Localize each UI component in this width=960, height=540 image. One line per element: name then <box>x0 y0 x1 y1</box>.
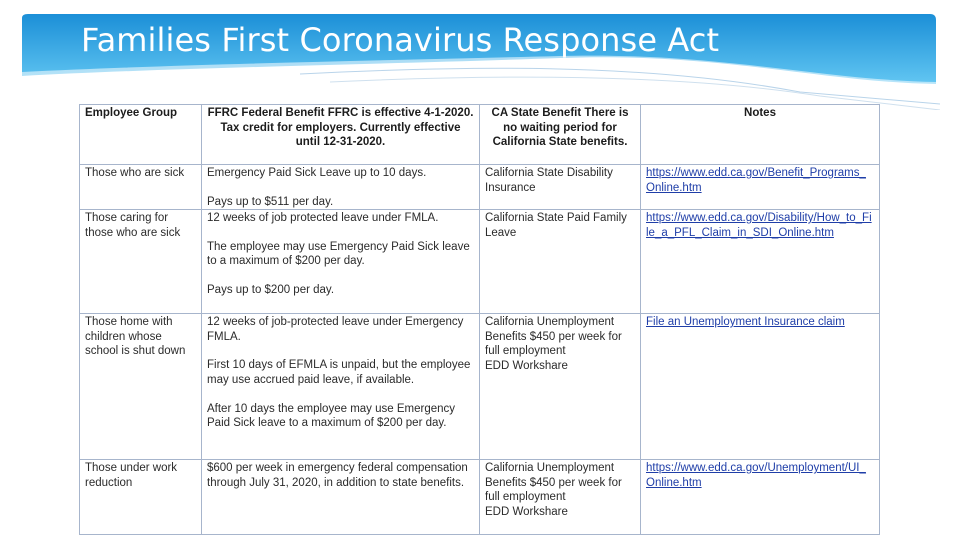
employee-group-cell: Those home with children whose school is shut down <box>80 314 202 460</box>
table-row <box>80 210 880 314</box>
state-benefit-cell <box>480 460 641 535</box>
notes-cell <box>641 210 880 314</box>
table-row <box>80 314 880 460</box>
notes-cell <box>641 165 880 210</box>
state-benefit-cell <box>480 210 641 314</box>
header-federal-benefit: FFRC Federal Benefit FFRC is effective 4-1-2020. Tax credit for employers. Currently effective until 12-31-2020. <box>202 105 480 165</box>
federal-benefit-line: First 10 days of EFMLA is unpaid, but the employee may use accrued paid leave, if available. <box>207 359 471 386</box>
slide-title: Families First Coronavirus Response Act <box>81 21 720 59</box>
federal-benefit-cell <box>202 460 480 535</box>
table-row <box>80 460 880 535</box>
header-state-benefit: CA State Benefit There is no waiting period for California State benefits. <box>480 105 641 165</box>
federal-benefit-cell <box>202 314 480 460</box>
header-employee-group: Employee Group <box>80 105 202 165</box>
notes-link[interactable]: https://www.edd.ca.gov/Unemployment/UI_Online.htm <box>646 462 866 489</box>
federal-benefit-line: Pays up to $200 per day. <box>207 283 335 296</box>
notes-link[interactable]: https://www.edd.ca.gov/Benefit_Programs_Online.htm <box>646 167 866 194</box>
notes-cell <box>641 460 880 535</box>
state-benefit-cell <box>480 314 641 460</box>
header-notes: Notes <box>641 105 880 165</box>
federal-benefit-line: After 10 days the employee may use Emergency Paid Sick leave to a maximum of $200 per day. <box>207 402 456 430</box>
notes-cell <box>641 314 880 460</box>
header-row <box>80 105 880 165</box>
state-benefit-line: California Unemployment Benefits $450 per week for full employment <box>485 316 622 358</box>
federal-benefit-line: $600 per week in emergency federal compensation through July 31, 2020, in addition to state benefits. <box>207 462 468 489</box>
state-benefit-cell <box>480 165 641 210</box>
employee-group-cell: Those under work reduction <box>80 460 202 535</box>
employee-group-cell: Those caring for those who are sick <box>80 210 202 314</box>
notes-link[interactable]: File an Unemployment Insurance claim <box>646 316 845 329</box>
federal-benefit-line: Emergency Paid Sick Leave up to 10 days. <box>207 167 427 179</box>
state-benefit-line: California Unemployment Benefits $450 per week for full employment <box>485 462 622 504</box>
federal-benefit-line: The employee may use Emergency Paid Sick leave to a maximum of $200 per day. <box>207 240 470 268</box>
state-benefit-line: EDD Workshare <box>485 359 568 372</box>
federal-benefit-cell <box>202 165 480 210</box>
state-benefit-line: EDD Workshare <box>485 505 568 518</box>
notes-link[interactable]: https://www.edd.ca.gov/Disability/How_to_File_a_PFL_Claim_in_SDI_Online.htm <box>646 212 872 239</box>
benefits-table <box>79 104 880 535</box>
table-row <box>80 165 880 210</box>
federal-benefit-cell <box>202 210 480 314</box>
federal-benefit-line: 12 weeks of job protected leave under FMLA. <box>207 212 439 225</box>
state-benefit-line: California State Disability Insurance <box>485 167 613 194</box>
title-banner <box>0 0 960 110</box>
state-benefit-line: California State Paid Family Leave <box>485 212 627 239</box>
federal-benefit-line: Pays up to $511 per day. <box>207 195 334 208</box>
federal-benefit-line: 12 weeks of job-protected leave under Emergency FMLA. <box>207 316 464 343</box>
employee-group-cell: Those who are sick <box>80 165 202 210</box>
